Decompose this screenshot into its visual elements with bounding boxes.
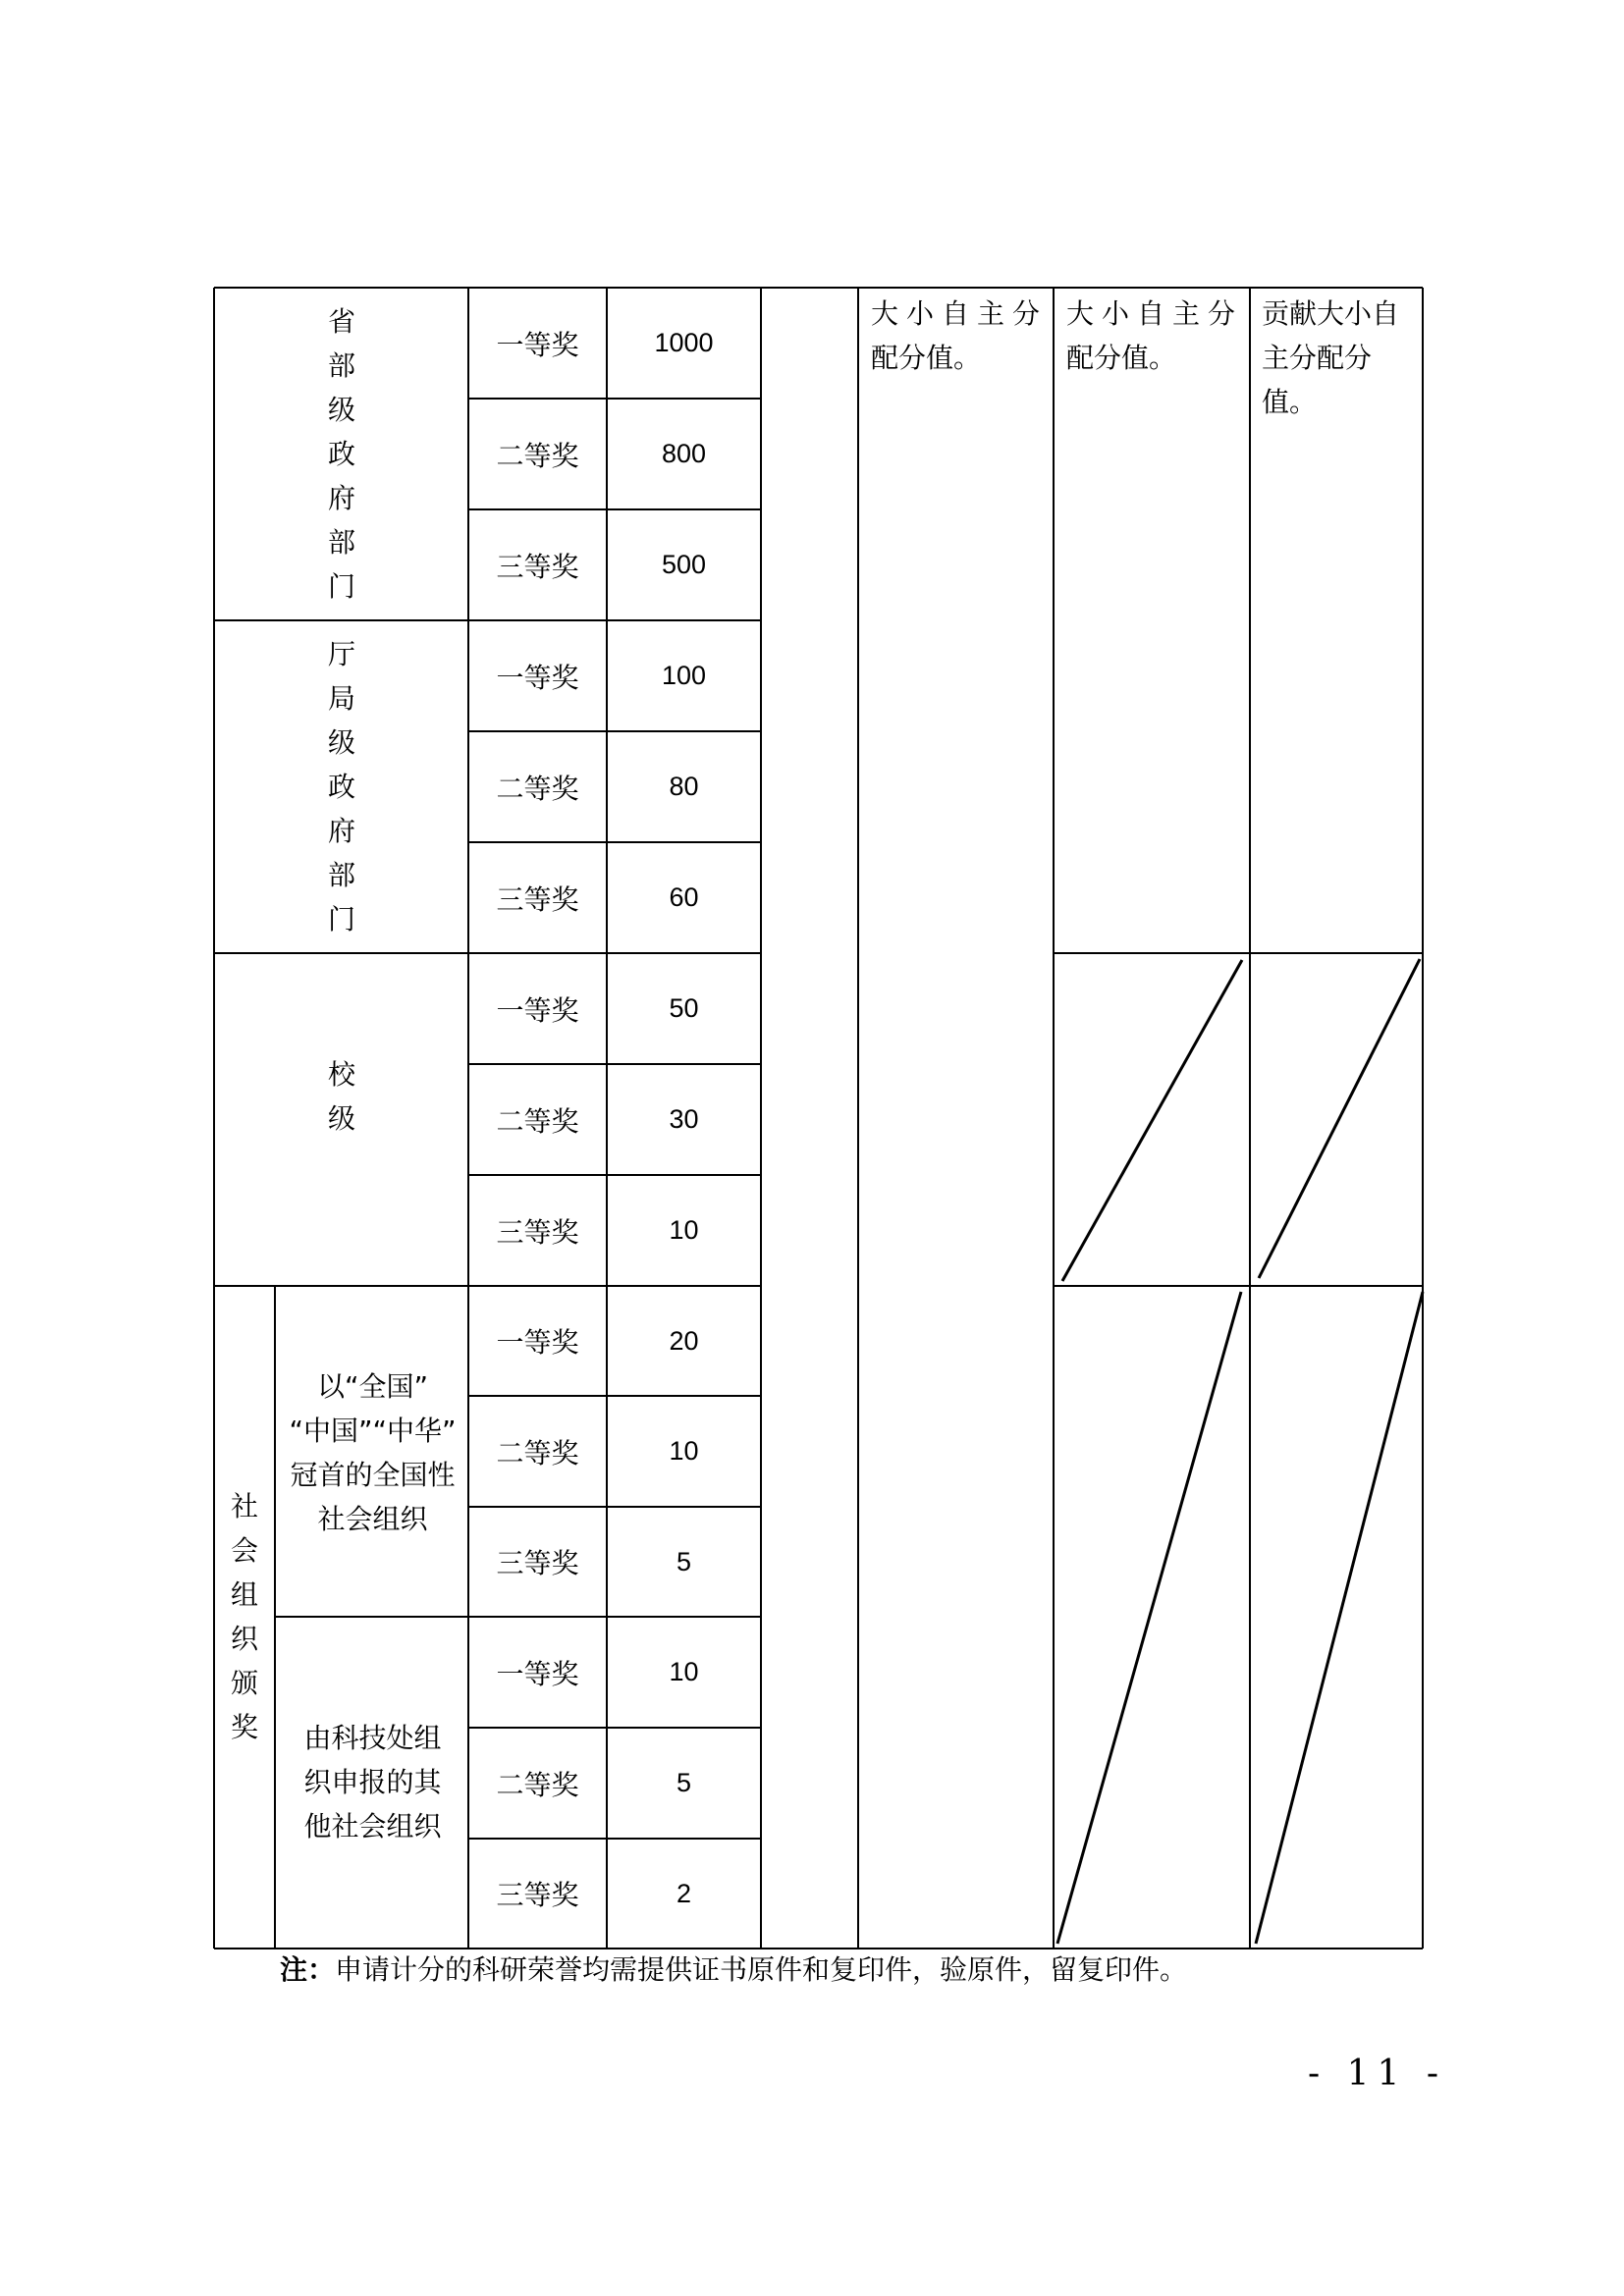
subgroup-line: 社会组织 [317, 1503, 428, 1535]
section-3-name [321, 1052, 362, 1141]
diagonal-strike [1062, 960, 1242, 1281]
grade-cell: 一等奖 [496, 661, 579, 694]
grade-cell: 三等奖 [496, 1215, 579, 1249]
grade-cell: 二等奖 [496, 1768, 579, 1801]
points-cell: 2 [676, 1878, 692, 1908]
footnote-text: 申请计分的科研荣誉均需提供证书原件和复印件，验原件，留复印件。 [335, 1953, 1188, 1986]
points-cell: 10 [669, 1436, 699, 1466]
name-char: 省 [327, 305, 355, 338]
category-char: 会 [230, 1534, 258, 1567]
allocation-note-col-h [1262, 292, 1421, 424]
points-cell: 50 [669, 993, 699, 1023]
points-cell: 5 [676, 1768, 692, 1797]
grade-cell: 一等奖 [496, 1657, 579, 1690]
subgroup-line: 由科技处组 [303, 1722, 442, 1754]
points-cell: 500 [661, 550, 707, 579]
subgroup-line: 他社会组织 [303, 1810, 442, 1842]
col-g-line: 大小自主分 [1066, 297, 1235, 330]
name-char: 部 [327, 349, 355, 382]
name-char: 校 [327, 1058, 355, 1091]
footnote-label: 注： [280, 1953, 336, 1986]
grade-cell: 三等奖 [496, 1879, 579, 1911]
col-f-line: 配分值。 [871, 342, 982, 374]
points-cell: 800 [661, 439, 707, 468]
grade-cell: 三等奖 [496, 882, 579, 916]
grade-cell: 三等奖 [496, 1547, 579, 1579]
name-char: 级 [327, 1102, 355, 1135]
points-cell: 60 [669, 882, 699, 912]
allocation-note-col-g [1066, 292, 1235, 380]
diagonal-strike [1259, 959, 1420, 1278]
section-1-name [321, 299, 362, 609]
col-h-line: 贡献大小自 [1262, 297, 1400, 330]
category-char: 织 [230, 1623, 258, 1655]
grade-cell: 二等奖 [496, 1104, 579, 1138]
name-char: 府 [327, 815, 355, 847]
name-char: 级 [327, 726, 355, 759]
grade-cell: 一等奖 [496, 993, 579, 1027]
col-g-line: 配分值。 [1066, 342, 1177, 374]
col-f-line: 大小自主分 [871, 297, 1040, 330]
subgroup-2-name [277, 1716, 468, 1848]
footnote [280, 1949, 1187, 1988]
points-cell: 80 [669, 772, 699, 801]
grade-cell: 二等奖 [496, 1436, 579, 1469]
name-char: 门 [327, 570, 355, 603]
subgroup-line: 织申报的其 [303, 1766, 442, 1798]
name-char: 厅 [327, 638, 355, 670]
name-char: 局 [327, 682, 355, 715]
section-4-category [224, 1484, 265, 1749]
category-char: 社 [230, 1490, 258, 1522]
name-char: 部 [327, 859, 355, 891]
points-cell: 10 [669, 1215, 699, 1245]
name-char: 府 [327, 482, 355, 514]
grade-cell: 二等奖 [496, 439, 579, 472]
grade-cell: 三等奖 [496, 550, 579, 583]
subgroup-line: “中国”“中华” [289, 1415, 457, 1447]
diagonal-strike [1057, 1292, 1241, 1944]
category-char: 颁 [230, 1667, 258, 1699]
points-cell: 5 [676, 1546, 692, 1576]
section-2-name [321, 632, 362, 941]
name-char: 政 [327, 771, 355, 803]
name-char: 政 [327, 438, 355, 470]
points-cell: 20 [669, 1325, 699, 1356]
points-cell: 30 [669, 1104, 699, 1134]
name-char: 级 [327, 394, 355, 426]
grade-cell: 一等奖 [496, 328, 579, 361]
category-char: 组 [230, 1578, 258, 1611]
category-char: 奖 [230, 1711, 258, 1743]
name-char: 部 [327, 526, 355, 559]
name-char: 门 [327, 903, 355, 935]
diagonal-strike [1256, 1292, 1423, 1944]
subgroup-line: 以“全国” [316, 1370, 428, 1403]
subgroup-line: 冠首的全国性 [290, 1459, 456, 1491]
allocation-note-col-f [871, 292, 1040, 380]
grade-cell: 一等奖 [496, 1326, 579, 1359]
points-cell: 10 [669, 1657, 699, 1686]
points-cell: 1000 [654, 328, 714, 357]
col-h-line: 主分配分值。 [1262, 342, 1373, 418]
points-cell: 100 [661, 661, 707, 690]
subgroup-1-name [277, 1364, 468, 1541]
grade-cell: 二等奖 [496, 772, 579, 805]
page-number: - 11 - [1308, 2054, 1447, 2094]
